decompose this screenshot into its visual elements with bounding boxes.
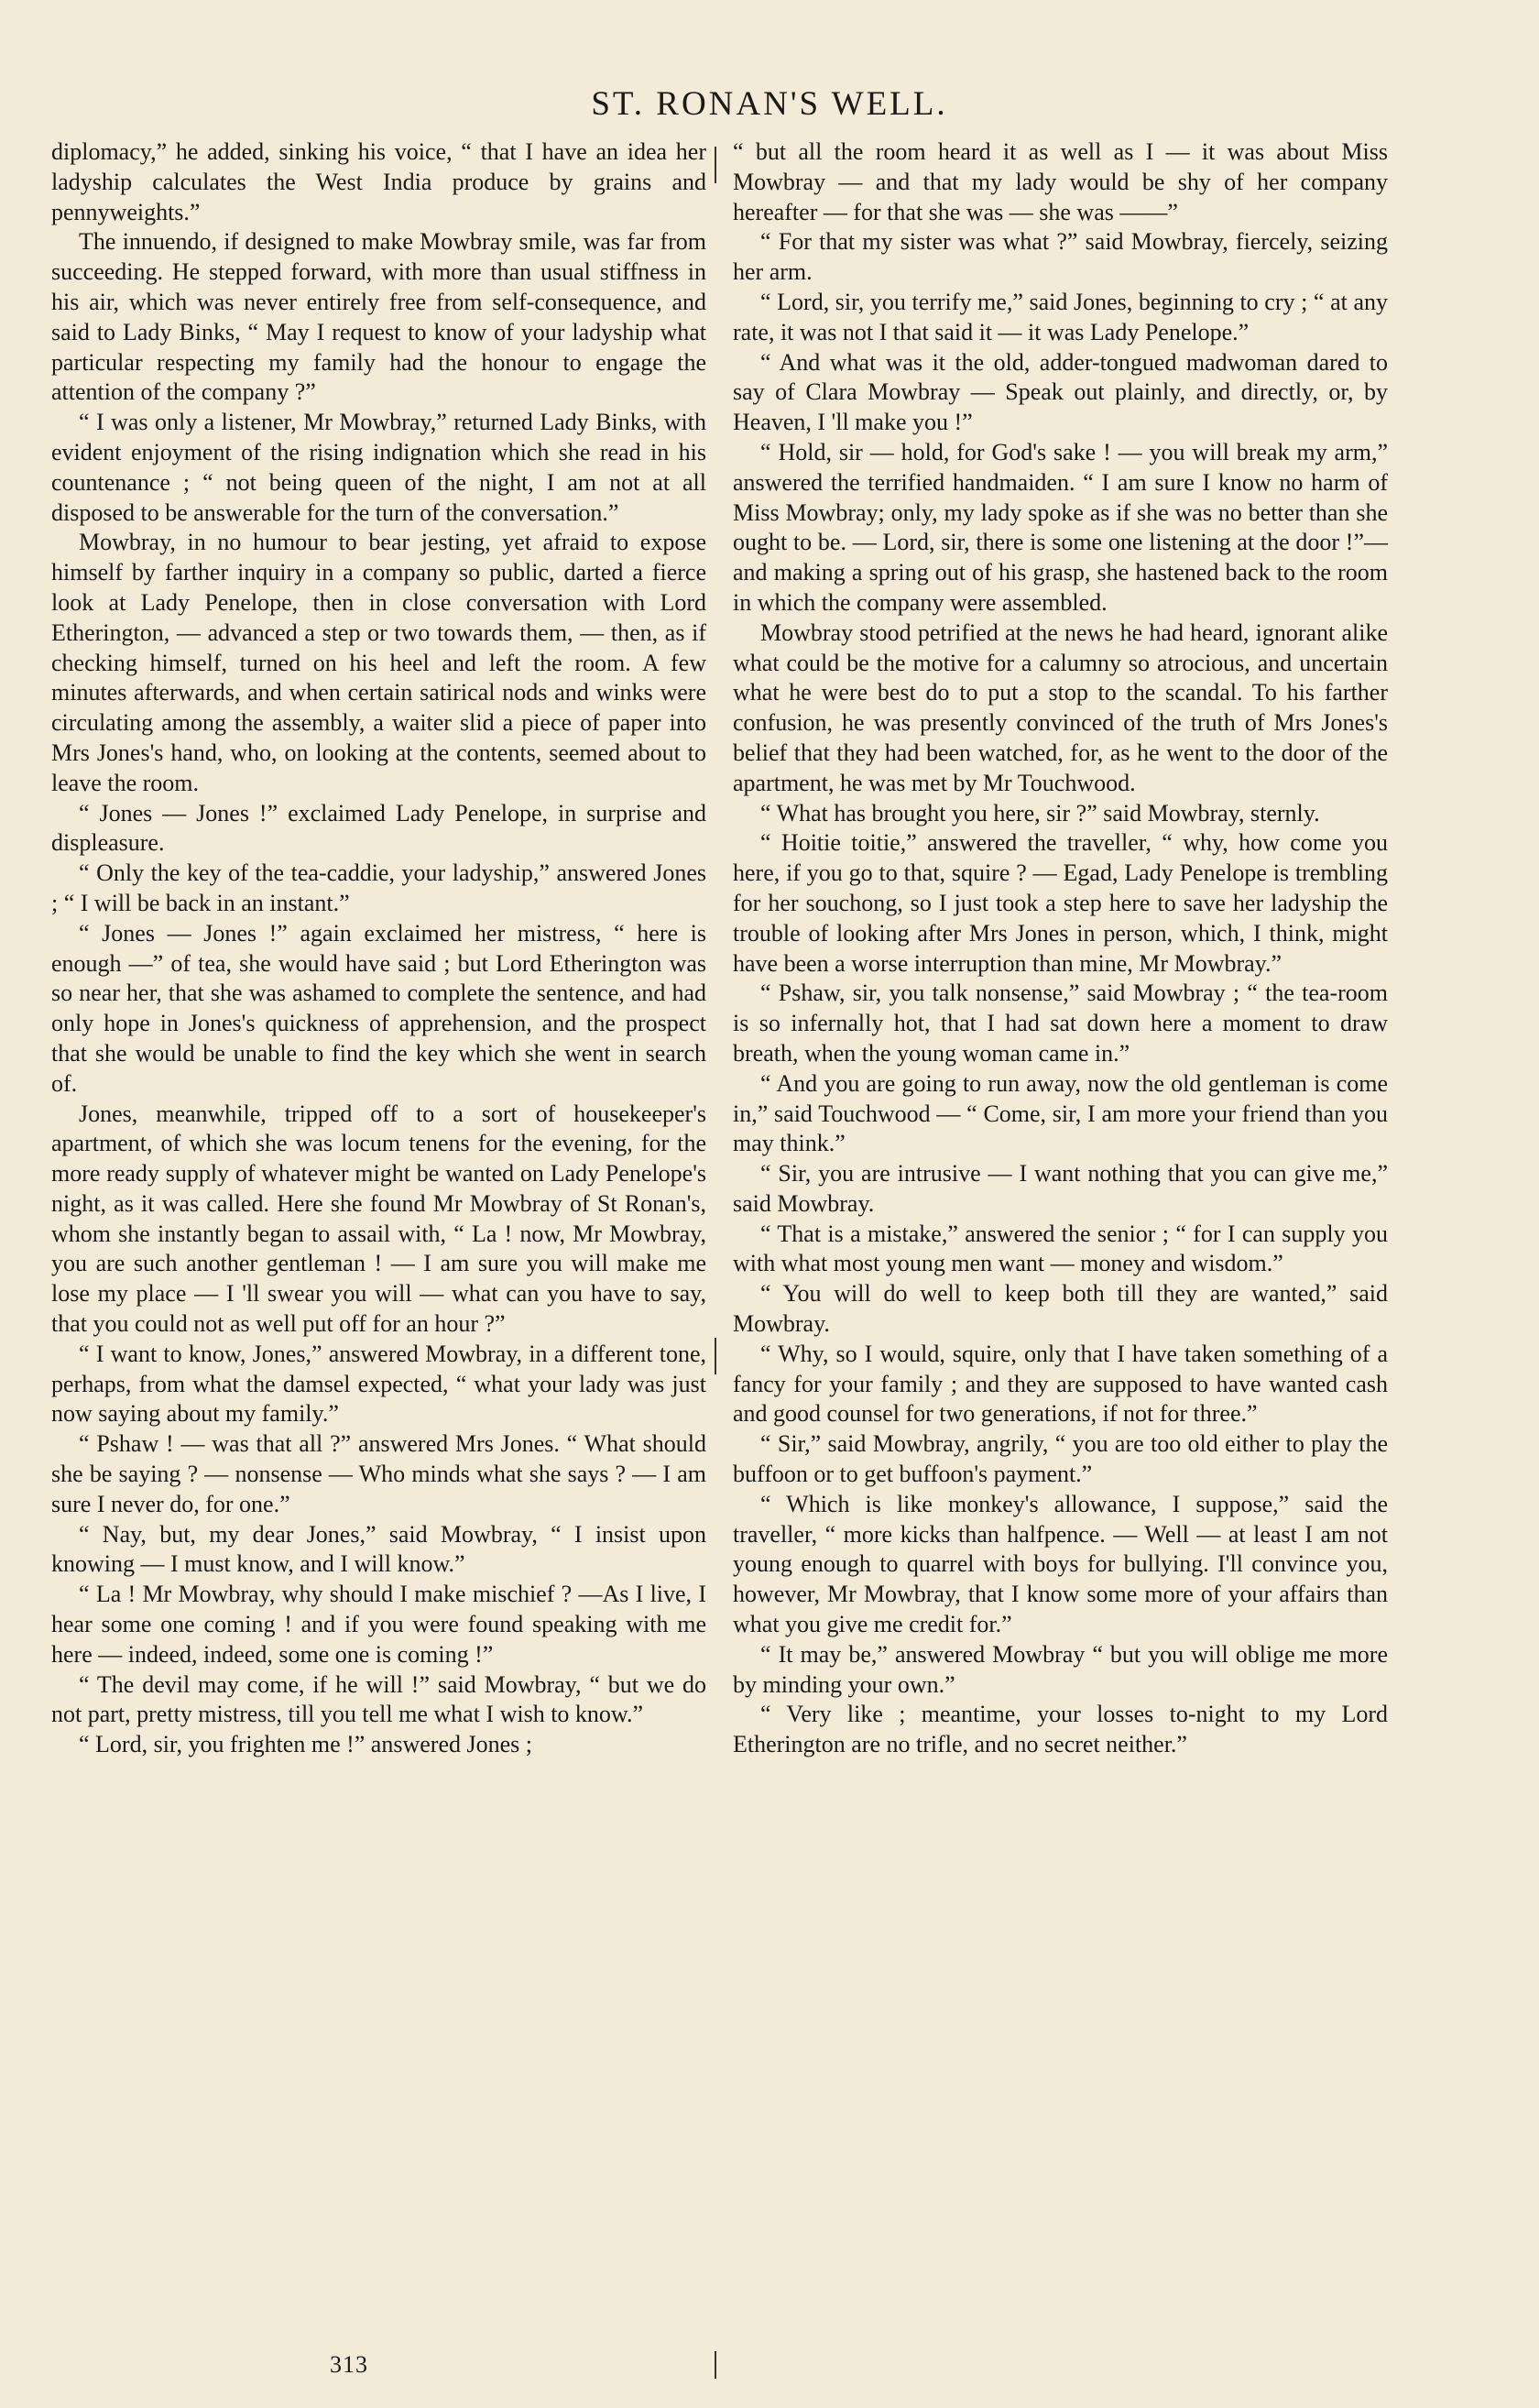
paragraph: The innuendo, if designed to make Mowbray smile, was far from succeeding. He stepped forward, with more than usual stiffness in his air, which was never entirely free from self-consequence, and said to Lady Binks, “ May I request to know of your ladyship what particular respecting my family had the honour to engage the attention of the company ?” (51, 228, 706, 406)
page-number: 313 (330, 2351, 368, 2378)
right-column (733, 137, 1388, 1760)
paragraph: “ Hoitie toitie,” answered the traveller, “ why, how come you here, if you go to that, squire ? — Egad, Lady Penelope is trembling for her souchong, so I just took a step here to save her ladyship the trouble of looking after Mrs Jones in person, which, I think, might have been a worse interruption than mine, Mr Mowbray.” (733, 829, 1388, 977)
paragraph: “ Lord, sir, you terrify me,” said Jones, beginning to cry ; “ at any rate, it was not I that said it — it was Lady Penelope.” (733, 288, 1388, 345)
paragraph: “ Pshaw ! — was that all ?” answered Mrs Jones. “ What should she be saying ? — nonsense — Who minds what she says ? — I am sure I never do, for one.” (51, 1430, 706, 1517)
paragraph: “ Which is like monkey's allowance, I suppose,” said the traveller, “ more kicks than halfpence. — Well — at least I am not young enough to quarrel with boys for bullying. I'll convince you, however, Mr Mowbray, that I know some more of your affairs than what you give me credit for.” (733, 1490, 1388, 1638)
paragraph: “ And you are going to run away, now the old gentleman is come in,” said Touchwood — “ Come, sir, I am more your friend than you may think.” (733, 1069, 1388, 1157)
paragraph: “ It may be,” answered Mowbray “ but you will oblige me more by minding your own.” (733, 1640, 1388, 1698)
paragraph: “ What has brought you here, sir ?” said Mowbray, sternly. (760, 799, 1320, 826)
paragraph: “ That is a mistake,” answered the senior ; “ for I can supply you with what most young men want — money and wisdom.” (733, 1220, 1388, 1277)
column-rule (715, 147, 716, 183)
paragraph: “ Very like ; meantime, your losses to-night to my Lord Etherington are no trifle, and no secret neither.” (733, 1701, 1388, 1758)
paragraph: “ Pshaw, sir, you talk nonsense,” said Mowbray ; “ the tea-room is so infernally hot, that I had sat down here a moment to draw breath, when the young woman came in.” (733, 980, 1388, 1067)
paragraph: “ La ! Mr Mowbray, why should I make mischief ? —As I live, I hear some one coming ! and if you were found speaking with me here — indeed, indeed, some one is coming !” (51, 1581, 706, 1668)
paragraph: “ Only the key of the tea-caddie, your ladyship,” answered Jones ; “ I will be back in an instant.” (51, 859, 706, 916)
paragraph: Jones, meanwhile, tripped off to a sort of housekeeper's apartment, of which she was locum tenens for the evening, for the more ready supply of whatever might be wanted on Lady Penelope's night, as it was called. Here she found Mr Mowbray of St Ronan's, whom she instantly began to assail with, “ La ! now, Mr Mowbray, you are such another gentleman ! — I am sure you will make me lose my place — I 'll swear you will — what can you have to say, that you could not as well put off for an hour ?” (51, 1100, 706, 1338)
paragraph: “ You will do well to keep both till they are wanted,” said Mowbray. (733, 1280, 1388, 1338)
column-rule (715, 2351, 716, 2379)
running-head: ST. RONAN'S WELL. (591, 85, 948, 123)
paragraph: “ I want to know, Jones,” answered Mowbray, in a different tone, perhaps, from what the damsel expected, “ what your lady was just now saying about my family.” (51, 1340, 706, 1428)
paragraph: Mowbray stood petrified at the news he had heard, ignorant alike what could be the motive for a calumny so atrocious, and uncertain what he were best do to put a stop to the scandal. To his farther confusion, he was presently convinced of the truth of Mrs Jones's belief that they had been watched, for, as he went to the door of the apartment, he was met by Mr Touchwood. (733, 618, 1388, 796)
paragraph: “ Nay, but, my dear Jones,” said Mowbray, “ I insist upon knowing — I must know, and I will know.” (51, 1520, 706, 1578)
paragraph: “ Jones — Jones !” again exclaimed her mistress, “ here is enough —” of tea, she would have said ; but Lord Etherington was so near her, that she was ashamed to complete the sentence, and had only hope in Jones's quickness of apprehension, and the prospect that she would be unable to find the key which she went in search of. (51, 919, 706, 1097)
paragraph: “ Jones — Jones !” exclaimed Lady Penelope, in surprise and displeasure. (51, 799, 706, 857)
paragraph: “ Lord, sir, you frighten me !” answered Jones ; (79, 1731, 532, 1758)
paragraph: Mowbray, in no humour to bear jesting, yet afraid to expose himself by farther inquiry in a company so public, darted a fierce look at Lady Penelope, then in close conversation with Lord Etherington, — advanced a step or two towards them, — then, as if checking himself, turned on his heel and left the room. A few minutes afterwards, and when certain satirical nods and winks were circulating among the assembly, a waiter slid a piece of paper into Mrs Jones's hand, who, on looking at the contents, seemed about to leave the room. (51, 529, 706, 796)
paragraph: “ Hold, sir — hold, for God's sake ! — you will break my arm,” answered the terrified handmaiden. “ I am sure I know no harm of Miss Mowbray; only, my lady spoke as if she was no better than she ought to be. — Lord, sir, there is some one listening at the door !”— and making a spring out of his grasp, she hastened back to the room in which the company were assembled. (733, 438, 1388, 616)
paragraph: “ but all the room heard it as well as I — it was about Miss Mowbray — and that my lady would be shy of her company hereafter — for that she was — she was ——” (733, 138, 1388, 225)
paragraph: “ Why, so I would, squire, only that I have taken something of a fancy for your family ; and they are supposed to have wanted cash and good counsel for two generations, if not for three.” (733, 1340, 1388, 1428)
paragraph: “ For that my sister was what ?” said Mowbray, fiercely, seizing her arm. (733, 228, 1388, 286)
paragraph: “ And what was it the old, adder-tongued madwoman dared to say of Clara Mowbray — Speak out plainly, and directly, or, by Heaven, I 'll make you !” (733, 348, 1388, 436)
column-rule (715, 1338, 716, 1374)
paragraph: “ The devil may come, if he will !” said Mowbray, “ but we do not part, pretty mistress, till you tell me what I wish to know.” (51, 1670, 706, 1728)
left-column (51, 137, 706, 1760)
paragraph: diplomacy,” he added, sinking his voice, “ that I have an idea her ladyship calculates the West India produce by grains and pennyweights.” (51, 138, 706, 225)
paragraph: “ Sir,” said Mowbray, angrily, “ you are too old either to play the buffoon or to get buffoon's payment.” (733, 1430, 1388, 1488)
paragraph: “ I was only a listener, Mr Mowbray,” returned Lady Binks, with evident enjoyment of the rising indignation which she read in his countenance ; “ not being queen of the night, I am not at all disposed to be answerable for the turn of the conversation.” (51, 409, 706, 526)
paragraph: “ Sir, you are intrusive — I want nothing that you can give me,” said Mowbray. (733, 1160, 1388, 1217)
